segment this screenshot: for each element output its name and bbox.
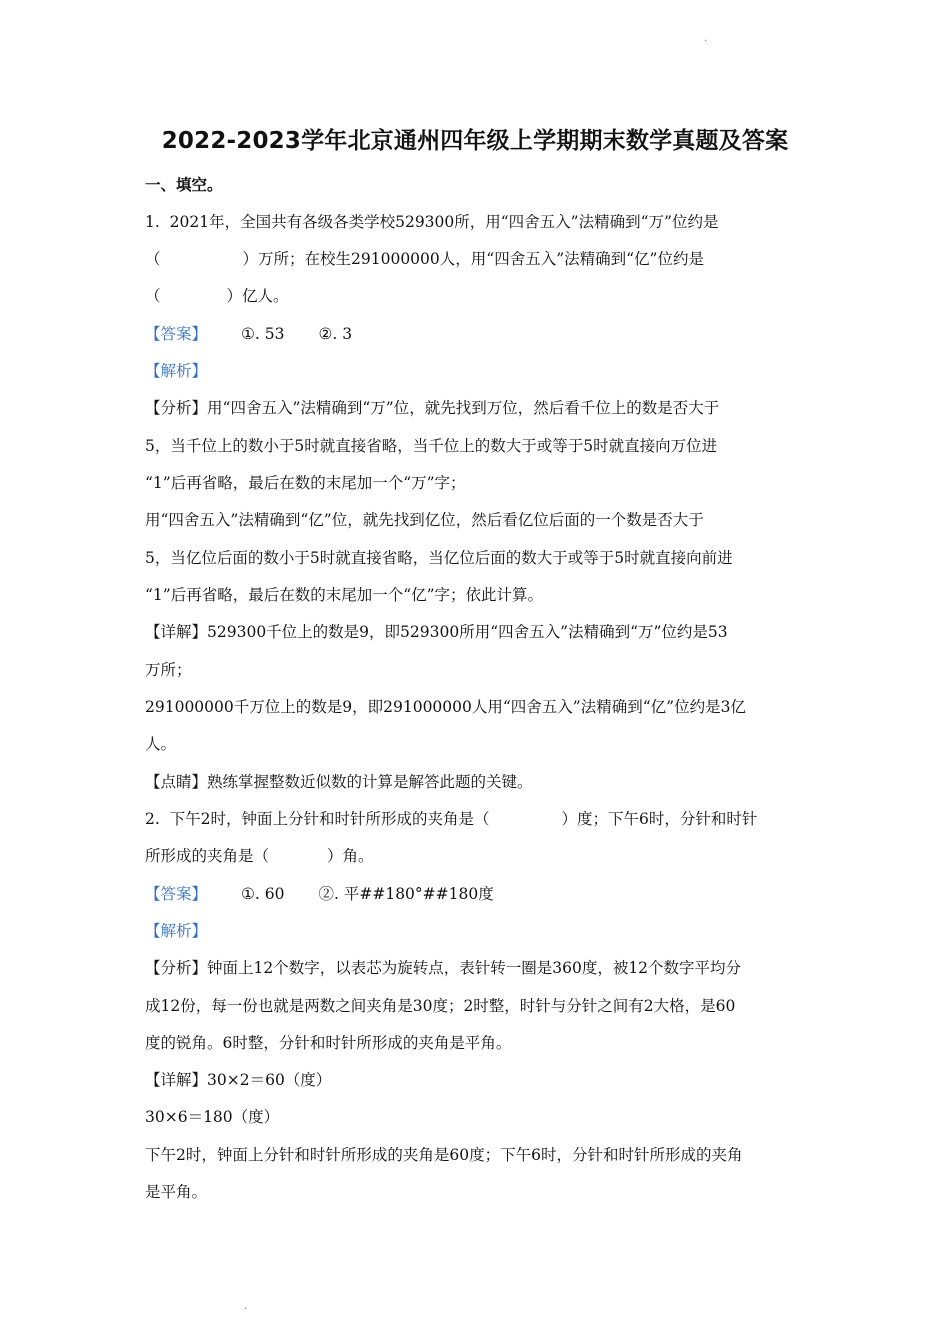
q2-answer-1: ①. 60 xyxy=(241,885,285,903)
q2-line-2 xyxy=(145,846,374,866)
q2-blank-1-close: ）度；下午6时，分针和时针 xyxy=(561,810,758,828)
page-title: 2022-2023学年北京通州四年级上学期期末数学真题及答案 xyxy=(161,128,789,154)
q2-fenxi-text-1: 钟面上12个数字，以表芯为旋转点，表针转一圈是360度，被12个数字平均分 xyxy=(207,959,742,977)
q2-xiangjie-1 xyxy=(145,1070,331,1090)
q1-blank-2-close: ）亿人。 xyxy=(226,287,289,305)
q2-blank-2-open: 所形成的夹角是（ xyxy=(145,847,270,865)
q2-fenxi-1 xyxy=(145,958,741,978)
q1-xiangjie-3: 291000000千万位上的数是9，即291000000人用“四舍五入”法精确到“亿”位约是3亿 xyxy=(145,698,746,716)
footer-dot: · xyxy=(244,1304,248,1315)
q2-line-1 xyxy=(145,809,757,829)
answer-label: 【答案】 xyxy=(145,325,208,343)
q1-answer-1: ①. 53 xyxy=(241,325,285,343)
q1-line-3 xyxy=(145,286,289,306)
q1-line-1: 1. 2021年，全国共有各级各类学校529300所，用“四舍五入”法精确到“万”位约是 xyxy=(145,213,719,231)
q1-answer-2: ②. 3 xyxy=(318,325,353,343)
q2-analysis-label: 【解析】 xyxy=(145,922,208,940)
q1-answer xyxy=(145,324,352,344)
dianjing-label: 【点睛】 xyxy=(145,773,208,791)
q1-analysis-label: 【解析】 xyxy=(145,362,208,380)
q1-fenxi-3: “1”后再省略，最后在数的末尾加一个“万”字； xyxy=(145,474,466,492)
q1-fenxi-4: 用“四舍五入”法精确到“亿”位，就先找到亿位，然后看亿位后面的一个数是否大于 xyxy=(145,511,704,529)
q1-blank-1-open: （ xyxy=(145,250,161,268)
q2-answer-2: ②. 平##180°##180度 xyxy=(318,885,494,903)
q1-fenxi-6: “1”后再省略，最后在数的末尾加一个“亿”字；依此计算。 xyxy=(145,586,544,604)
answer-label: 【答案】 xyxy=(145,885,208,903)
header-dot: · xyxy=(704,36,708,47)
q1-line-2 xyxy=(145,249,704,269)
q1-blank-2-open: （ xyxy=(145,287,161,305)
q1-fenxi-text-1: 用“四舍五入”法精确到“万”位，就先找到万位，然后看千位上的数是否大于 xyxy=(207,399,720,417)
q1-xiangjie-4: 人。 xyxy=(145,735,177,753)
q1-xiangjie-1 xyxy=(145,622,728,642)
fenxi-label: 【分析】 xyxy=(145,959,208,977)
q2-answer xyxy=(145,884,494,904)
q1-fenxi-2: 5，当千位上的数小于5时就直接省略，当千位上的数大于或等于5时就直接向万位进 xyxy=(145,437,718,455)
q1-dianjing-text: 熟练掌握整数近似数的计算是解答此题的关键。 xyxy=(207,773,533,791)
q2-xiangjie-4: 是平角。 xyxy=(145,1183,208,1201)
q1-dianjing xyxy=(145,772,533,792)
q1-xiangjie-2: 万所； xyxy=(145,661,192,679)
q1-blank-1-close: ）万所；在校生291000000人，用“四舍五入”法精确到“亿”位约是 xyxy=(242,250,704,268)
q1-fenxi-5: 5，当亿位后面的数小于5时就直接省略，当亿位后面的数大于或等于5时就直接向前进 xyxy=(145,549,733,567)
q2-xiangjie-2: 30×6＝180（度） xyxy=(145,1108,280,1126)
q2-blank-1-open: 2. 下午2时，钟面上分针和时针所形成的夹角是（ xyxy=(145,810,490,828)
q2-blank-2-close: ）角。 xyxy=(327,847,374,865)
q1-xiangjie-text-1: 529300千位上的数是9，即529300所用“四舍五入”法精确到“万”位约是53 xyxy=(207,623,728,641)
q2-xiangjie-text-1: 30×2＝60（度） xyxy=(207,1071,332,1089)
fenxi-label: 【分析】 xyxy=(145,399,208,417)
xiangjie-label: 【详解】 xyxy=(145,1071,208,1089)
q1-fenxi-1 xyxy=(145,398,719,418)
q2-fenxi-2: 成12份，每一份也就是两数之间夹角是30度；2时整，时针与分针之间有2大格，是60 xyxy=(145,997,736,1015)
xiangjie-label: 【详解】 xyxy=(145,623,208,641)
section-heading: 一、填空。 xyxy=(145,176,223,194)
q2-fenxi-3: 度的锐角。6时整，分针和时针所形成的夹角是平角。 xyxy=(145,1034,512,1052)
q2-xiangjie-3: 下午2时，钟面上分针和时针所形成的夹角是60度；下午6时，分针和时针所形成的夹角 xyxy=(145,1146,743,1164)
